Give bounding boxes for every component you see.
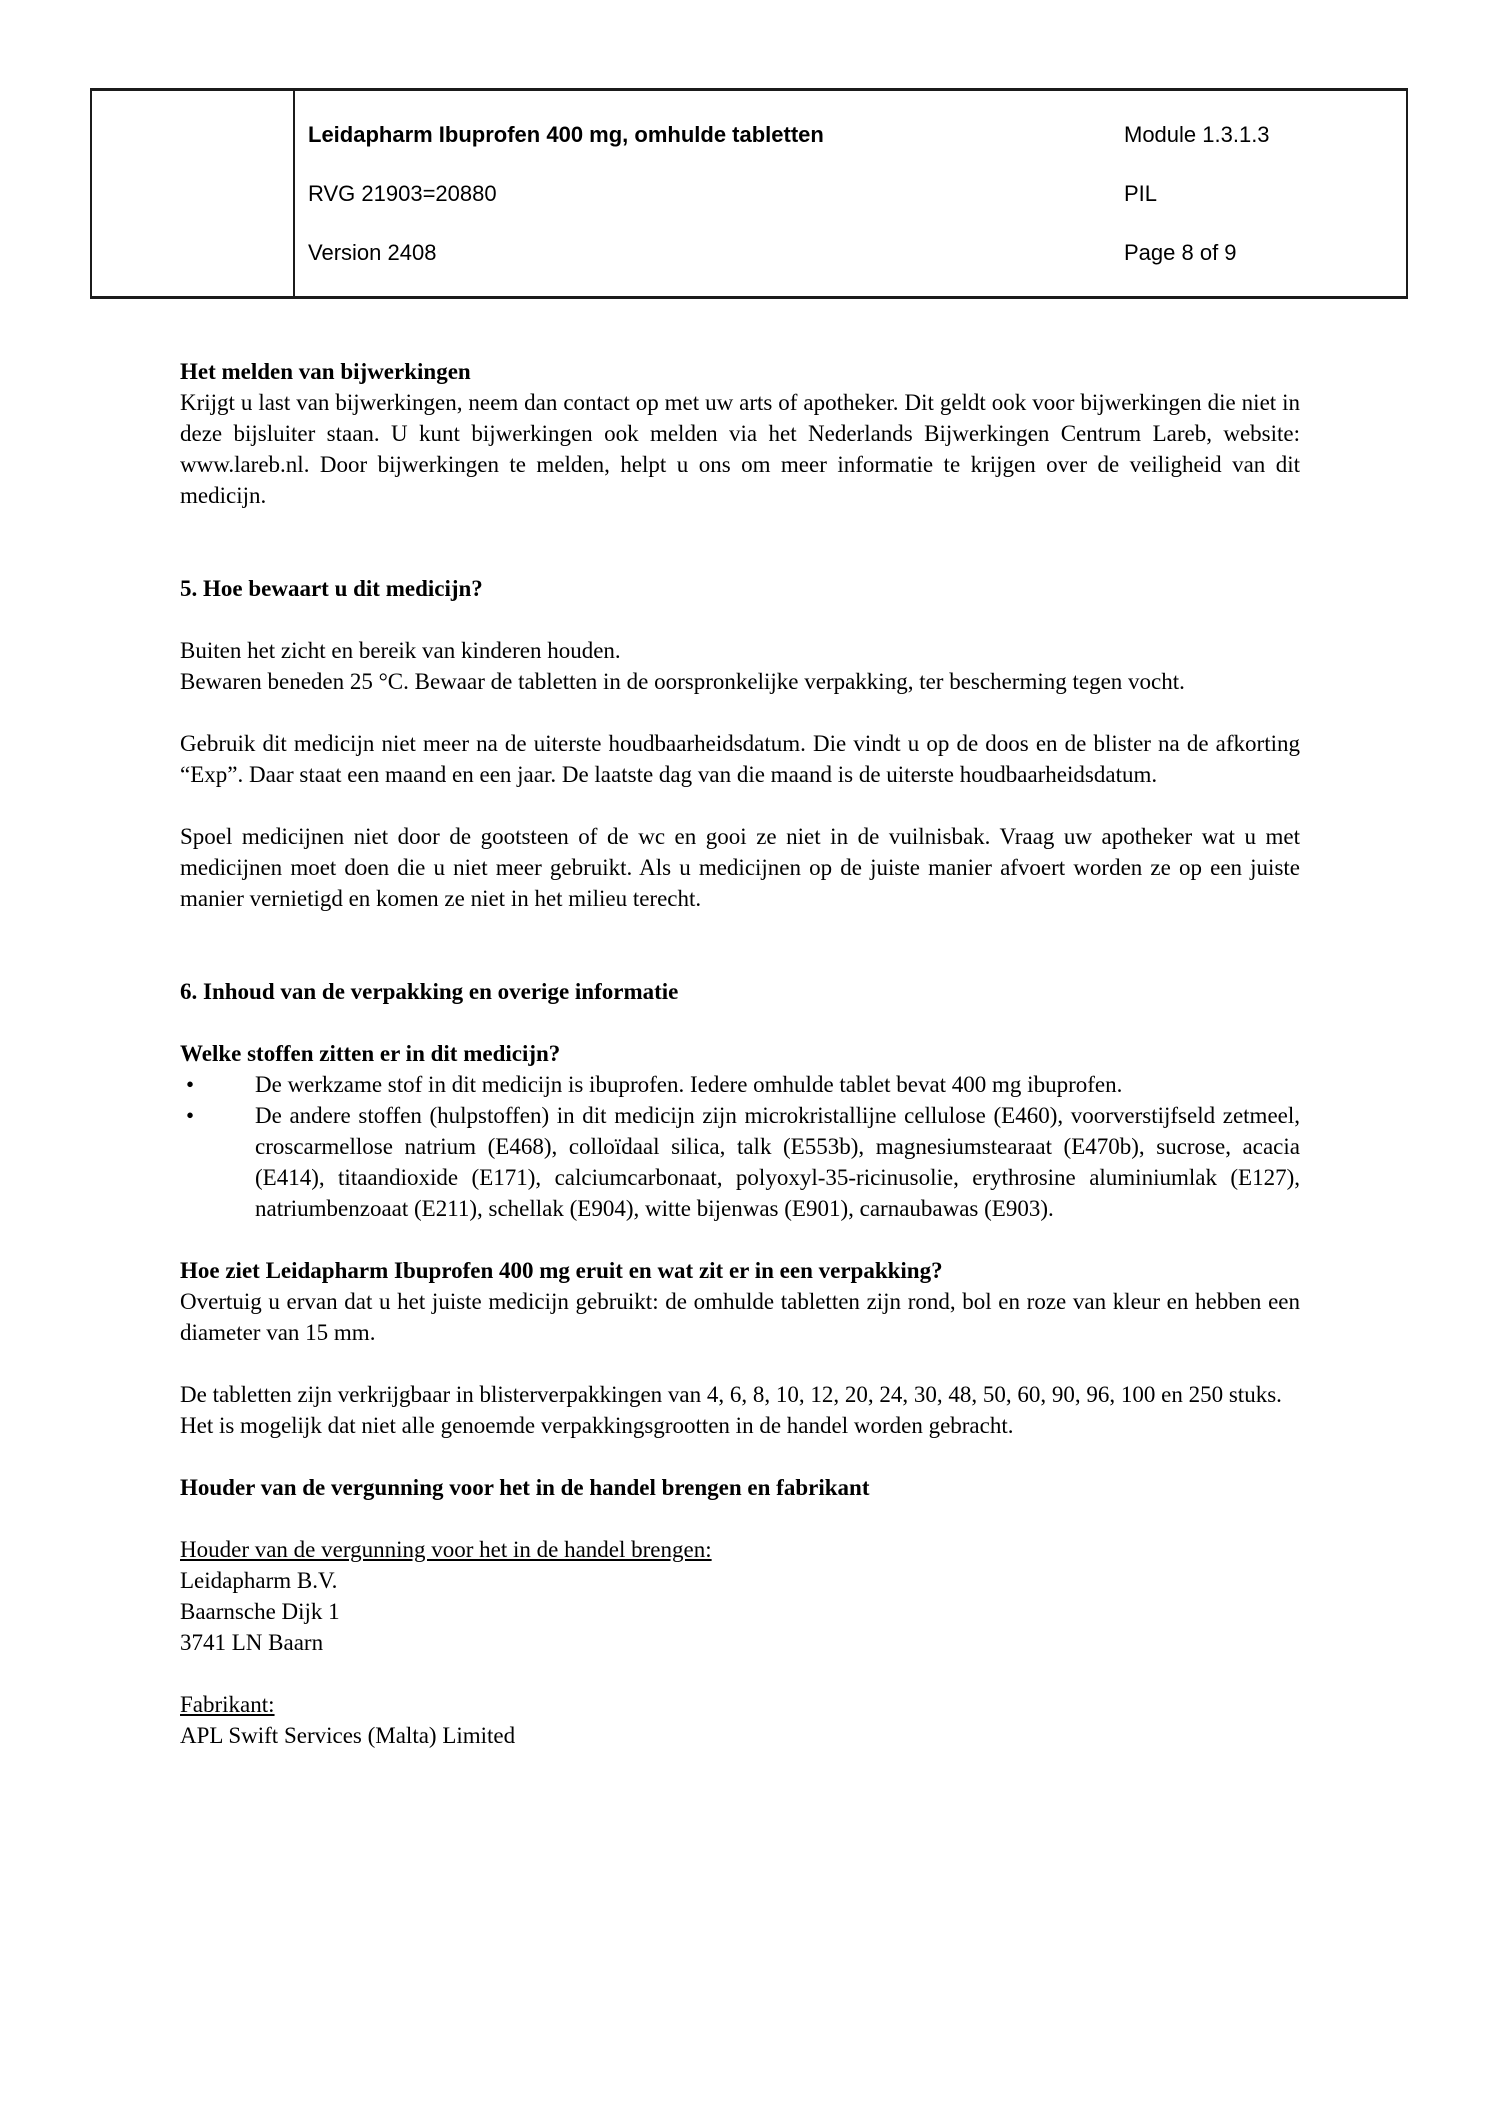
document-body — [180, 356, 1300, 1751]
section5-heading: 5. Hoe bewaart u dit medicijn? — [180, 576, 483, 601]
substance-bullet-active — [180, 1069, 1300, 1100]
storage-line-children: Buiten het zicht en bereik van kinderen houden. — [180, 638, 621, 663]
storage-line-temperature: Bewaren beneden 25 °C. Bewaar de tabletten in de oorspronkelijke verpakking, ter bescherming tegen vocht. — [180, 669, 1185, 694]
header-row-rvg — [308, 181, 1392, 206]
appearance-heading: Hoe ziet Leidapharm Ibuprofen 400 mg eruit en wat zit er in een verpakking? — [180, 1258, 943, 1283]
mah-company-name: Leidapharm B.V. — [180, 1568, 338, 1593]
document-type: PIL — [1124, 181, 1158, 206]
header-row-version — [308, 240, 1392, 265]
disposal-paragraph: Spoel medicijnen niet door de gootsteen of de wc en gooi ze niet in de vuilnisbak. Vraag uw apotheker wat u met medicijnen moet doen die u niet meer gebruikt. Als u medicijnen op de juiste manier afvoert worden ze op een juiste manier vernietigd en komen ze niet in het milieu terecht. — [180, 824, 1300, 911]
module-number: Module 1.3.1.3 — [1124, 122, 1270, 147]
section6-heading: 6. Inhoud van de verpakking en overige informatie — [180, 979, 679, 1004]
appearance-paragraph: Overtuig u ervan dat u het juiste medicijn gebruikt: de omhulde tabletten zijn rond, bol en roze van kleur en hebben een diameter van 15 mm. — [180, 1289, 1300, 1345]
header-table-empty-cell — [92, 91, 295, 296]
header-table-content-cell — [295, 91, 1406, 296]
pack-sizes-note: Het is mogelijk dat niet alle genoemde verpakkingsgrootten in de handel worden gebracht. — [180, 1413, 1014, 1438]
header-table — [90, 88, 1408, 299]
version-label: Version 2408 — [308, 240, 437, 265]
manufacturer-name: APL Swift Services (Malta) Limited — [180, 1723, 516, 1748]
bullet-icon: • — [186, 1103, 195, 1128]
reporting-paragraph: Krijgt u last van bijwerkingen, neem dan contact op met uw arts of apotheker. Dit geldt ook voor bijwerkingen die niet in deze bijsluiter staan. U kunt bijwerkingen ook melden via het Nederlands Bijwerkingen Centrum Lareb, website: www.lareb.nl. Door bijwerkingen te melden, helpt u ons om meer informatie te krijgen over de veiligheid van dit medicijn. — [180, 390, 1300, 508]
substance-bullet-active-text: De werkzame stof in dit medicijn is ibuprofen. Iedere omhulde tablet bevat 400 mg ibuprofen. — [255, 1072, 1123, 1097]
substance-bullet-excipients — [180, 1100, 1300, 1224]
mah-subheading: Houder van de vergunning voor het in de handel brengen: — [180, 1537, 712, 1562]
mah-street-address: Baarnsche Dijk 1 — [180, 1599, 340, 1624]
reporting-heading: Het melden van bijwerkingen — [180, 359, 471, 384]
substance-bullet-excipients-text: De andere stoffen (hulpstoffen) in dit medicijn zijn microkristallijne cellulose (E460), voorverstijfseld zetmeel, croscarmellose natrium (E468), colloïdaal silica, talk (E553b), magnesiumstearaat (E470b), sucrose, acacia (E414), titaandioxide (E171), calciumcarbonaat, polyoxyl-35-ricinusolie, erythrosine aluminiumlak (E127), natriumbenzoaat (E211), schellak (E904), witte bijenwas (E901), carnaubawas (E903). — [255, 1103, 1300, 1221]
manufacturer-subheading: Fabrikant: — [180, 1692, 275, 1717]
bullet-icon: • — [186, 1072, 195, 1097]
substances-heading: Welke stoffen zitten er in dit medicijn? — [180, 1041, 561, 1066]
header-row-title — [308, 122, 1392, 147]
rvg-number: RVG 21903=20880 — [308, 181, 497, 206]
pack-sizes-paragraph: De tabletten zijn verkrijgbaar in blisterverpakkingen van 4, 6, 8, 10, 12, 20, 24, 30, 48, 50, 60, 90, 96, 100 en 250 stuks. — [180, 1382, 1282, 1407]
expiry-paragraph: Gebruik dit medicijn niet meer na de uiterste houdbaarheidsdatum. Die vindt u op de doos en de blister na de afkorting “Exp”. Daar staat een maand en een jaar. De laatste dag van die maand is de uiterste houdbaarheidsdatum. — [180, 731, 1300, 787]
mah-heading: Houder van de vergunning voor het in de handel brengen en fabrikant — [180, 1475, 870, 1500]
product-title: Leidapharm Ibuprofen 400 mg, omhulde tabletten — [308, 122, 824, 147]
mah-city-address: 3741 LN Baarn — [180, 1630, 324, 1655]
page-number: Page 8 of 9 — [1124, 240, 1237, 265]
